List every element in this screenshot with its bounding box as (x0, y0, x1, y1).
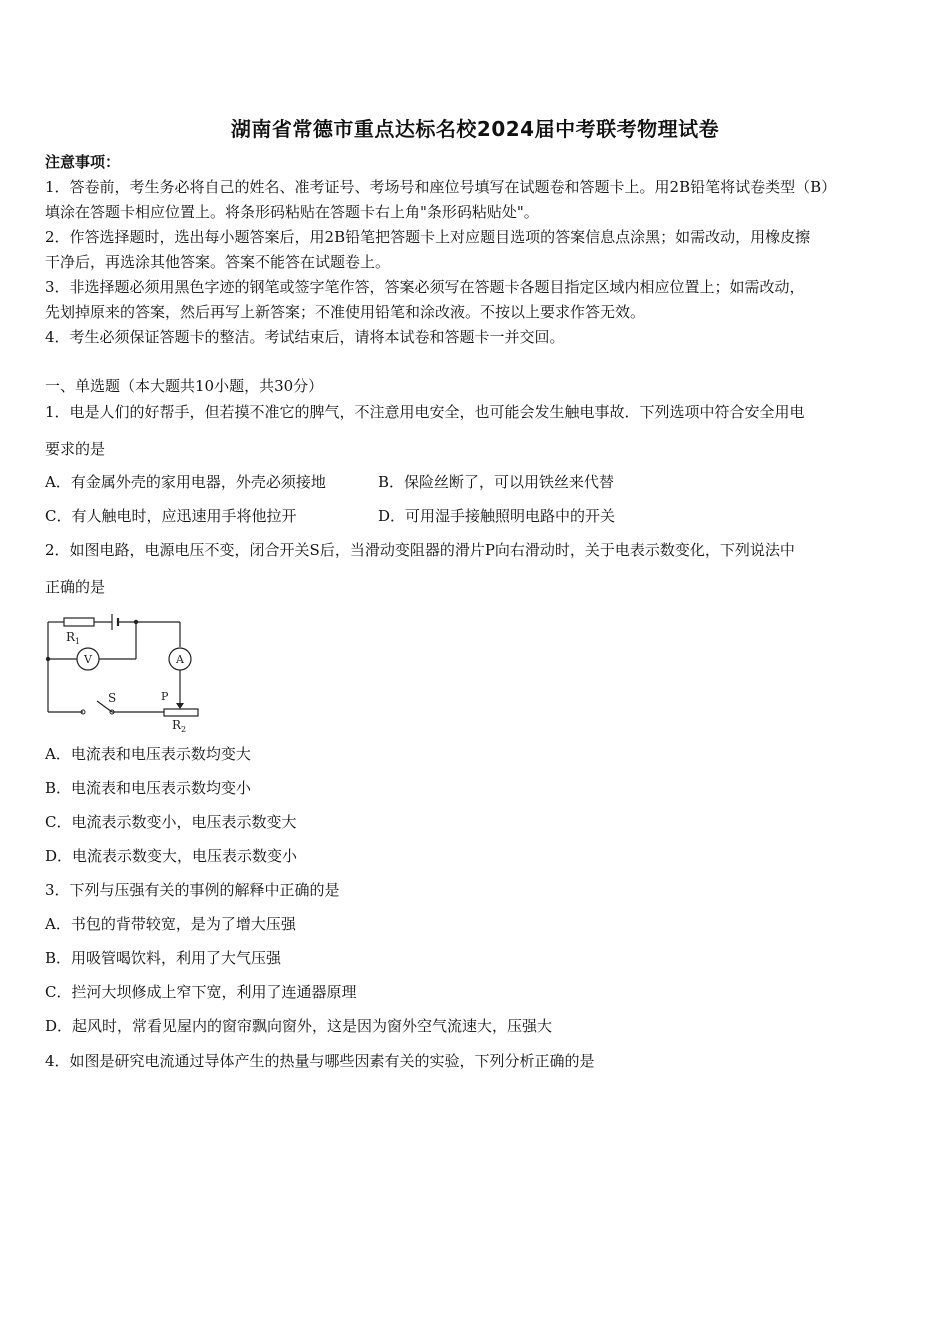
notice-line-2: 填涂在答题卡相应位置上。将条形码粘贴在答题卡右上角"条形码粘贴处"。 (45, 203, 539, 221)
notice-heading: 注意事项： (45, 153, 121, 171)
slider-arrow-icon (176, 703, 184, 709)
resistor-r1 (64, 618, 94, 626)
q3-option-c: C．拦河大坝修成上窄下宽，利用了连通器原理 (45, 983, 357, 1001)
q2-option-c: C．电流表示数变小，电压表示数变大 (45, 813, 297, 831)
label-r2: $R_2$ (172, 718, 187, 734)
notice-line-5: 3．非选择题必须用黑色字迹的钢笔或签字笔作答，答案必须写在答题卡各题目指定区域内相应位置上；如需改动， (45, 278, 805, 296)
q1-option-c: C．有人触电时，应迅速用手将他拉开 (45, 507, 297, 525)
label-v: V (84, 653, 92, 666)
exam-title: 湖南省常德市重点达标名校2024届中考联考物理试卷 (230, 117, 720, 141)
q4-stem: 4．如图是研究电流通过导体产生的热量与哪些因素有关的实验，下列分析正确的是 (45, 1052, 595, 1070)
q3-option-d: D．起风时，常看见屋内的窗帘飘向窗外，这是因为窗外空气流速大，压强大 (45, 1017, 553, 1035)
section-heading: 一、单选题（本大题共10小题，共30分） (45, 377, 324, 395)
q1-option-d: D．可用湿手接触照明电路中的开关 (378, 507, 616, 525)
resistor-r2 (164, 709, 198, 716)
junction-dot (46, 657, 50, 661)
label-a: A (176, 653, 184, 666)
q3-stem: 3．下列与压强有关的事例的解释中正确的是 (45, 881, 340, 899)
label-p: P (161, 690, 169, 703)
circuit-diagram (40, 605, 210, 735)
q1-stem-line-1: 1．电是人们的好帮手，但若摸不准它的脾气，不注意用电安全，也可能会发生触电事故．下列选项中符合安全用电 (45, 403, 805, 421)
q3-option-a: A．书包的背带较宽，是为了增大压强 (45, 915, 296, 933)
q2-option-d: D．电流表示数变大，电压表示数变小 (45, 847, 298, 865)
q3-option-b: B．用吸管喝饮料，利用了大气压强 (45, 949, 282, 967)
junction-dot (134, 620, 138, 624)
q1-option-b: B．保险丝断了，可以用铁丝来代替 (378, 473, 615, 491)
q2-stem-line-2: 正确的是 (45, 578, 106, 596)
q2-option-a: A．电流表和电压表示数均变大 (45, 745, 251, 763)
notice-line-7: 4．考生必须保证答题卡的整洁。考试结束后，请将本试卷和答题卡一并交回。 (45, 328, 565, 346)
notice-line-4: 干净后，再选涂其他答案。答案不能答在试题卷上。 (45, 253, 391, 271)
q1-stem-line-2: 要求的是 (45, 440, 106, 458)
label-s: S (108, 691, 117, 705)
label-r1: $R_1$ (66, 630, 81, 646)
notice-line-3: 2．作答选择题时，选出每小题答案后，用2B铅笔把答题卡上对应题目选项的答案信息点涂黑；如需改动，用橡皮擦 (45, 228, 811, 246)
notice-line-1: 1．答卷前，考生务必将自己的姓名、准考证号、考场号和座位号填写在试题卷和答题卡上。用2B铅笔将试卷类型（B） (45, 178, 837, 196)
q1-option-a: A．有金属外壳的家用电器，外壳必须接地 (45, 473, 326, 491)
q2-stem-line-1: 2．如图电路，电源电压不变，闭合开关S后，当滑动变阻器的滑片P向右滑动时，关于电表示数变化，下列说法中 (45, 541, 795, 559)
q2-option-b: B．电流表和电压表示数均变小 (45, 779, 252, 797)
notice-line-6: 先划掉原来的答案，然后再写上新答案；不准使用铅笔和涂改液。不按以上要求作答无效。 (45, 303, 646, 321)
